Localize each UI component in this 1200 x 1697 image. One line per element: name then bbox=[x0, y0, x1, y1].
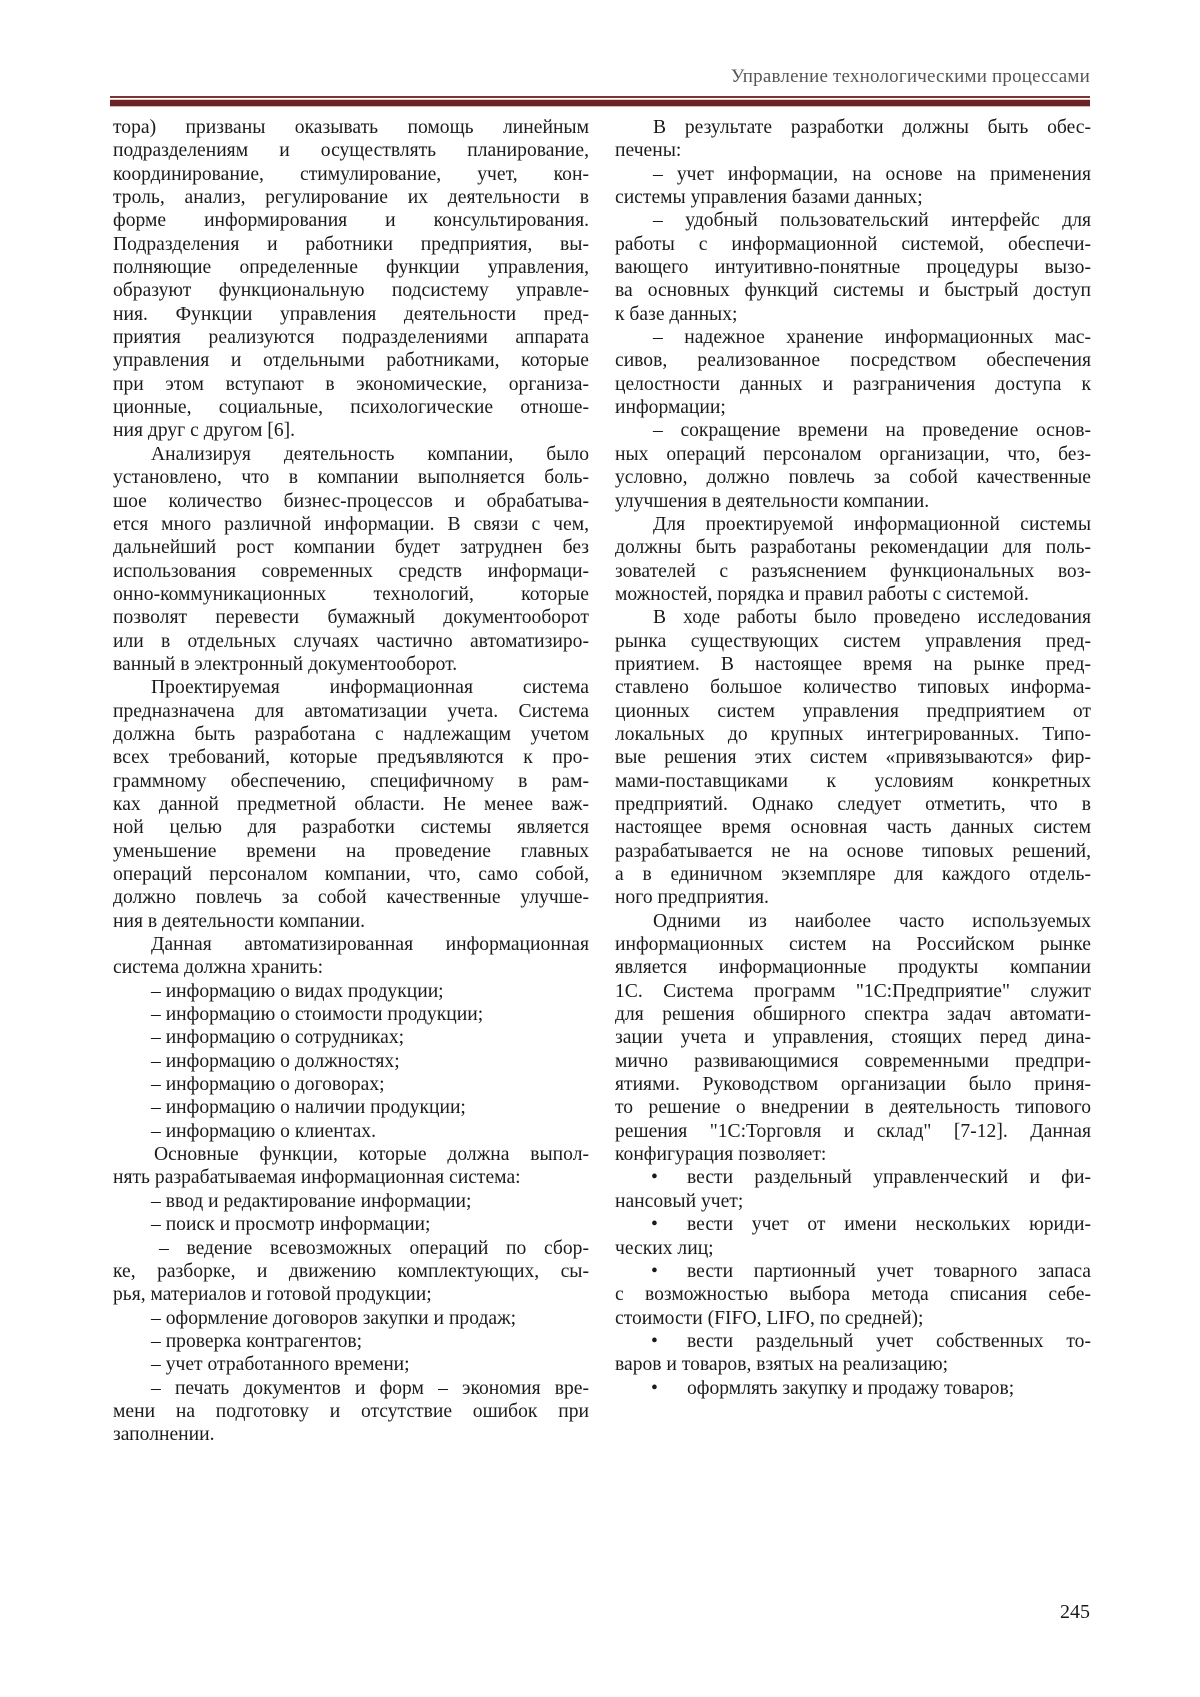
text-line: локальных до крупных интегрированных. Типо- bbox=[615, 723, 1091, 745]
text-line: зации учета и управления, стоящих перед дина- bbox=[615, 1027, 1091, 1049]
text-line: В результате разработки должны быть обес- bbox=[653, 117, 1091, 138]
text-line: подразделениям и осуществлять планирование, bbox=[113, 140, 589, 162]
text-line: приятием. В настоящее время на рынке пред- bbox=[615, 653, 1091, 675]
text-line: использования современных средств информаци- bbox=[113, 560, 589, 582]
list-item-first-line bbox=[615, 1213, 1091, 1236]
bullet-icon: • bbox=[651, 1377, 658, 1399]
text-line: ционных систем управления предприятием от bbox=[615, 700, 1091, 722]
text-line: Проектируемая информационная система bbox=[151, 677, 589, 699]
text-line: форме информирования и консультирования. bbox=[113, 210, 589, 232]
list-item bbox=[615, 1377, 1091, 1400]
text-line: системы управления базами данных; bbox=[615, 187, 923, 209]
text-line: – информацию о должностях; bbox=[151, 1050, 400, 1072]
text-line: – ввод и редактирование информации; bbox=[151, 1190, 472, 1212]
text-line: конфигурация позволяет: bbox=[615, 1144, 827, 1166]
list-item bbox=[615, 1213, 1091, 1260]
text-line: то решение о внедрении в деятельность типового bbox=[615, 1097, 1091, 1119]
list-item-continuation: варов и товаров, взятых на реализацию; bbox=[615, 1354, 949, 1376]
text-line: ных операций персоналом организации, что, без- bbox=[615, 443, 1091, 465]
text-line: – информацию о наличии продукции; bbox=[151, 1097, 466, 1119]
text-line: управления и отдельными работниками, которые bbox=[113, 350, 589, 372]
text-line: троль, анализ, регулирование их деятельности в bbox=[113, 187, 589, 209]
text-line: мами-поставщиками к условиям конкретных bbox=[615, 770, 1091, 792]
text-line: информационных систем на Российском рынке bbox=[615, 934, 1091, 956]
text-line: – информацию о видах продукции; bbox=[151, 980, 444, 1002]
text-line: полняющие определенные функции управления, bbox=[113, 257, 589, 279]
text-line: рынка существующих систем управления пред- bbox=[615, 630, 1091, 652]
header-rule-thick bbox=[110, 100, 1090, 106]
text-line: вые решения этих систем «привязываются» фир- bbox=[615, 747, 1091, 769]
text-line: ной целью для разработки системы является bbox=[113, 817, 589, 839]
text-line: или в отдельных случаях частично автоматизиро- bbox=[113, 630, 589, 652]
text-line: предприятий. Однако следует отметить, что в bbox=[615, 793, 1091, 815]
text-line: решения "1С:Торговля и склад" [7-12]. Данная bbox=[615, 1120, 1091, 1142]
text-line: мично развивающимися современными предпри- bbox=[615, 1050, 1091, 1072]
text-line: улучшения в деятельности компании. bbox=[615, 490, 930, 512]
text-line: ния в деятельности компании. bbox=[113, 910, 365, 932]
list-item-text: вести партионный учет товарного запаса bbox=[687, 1260, 1091, 1282]
text-line: Для проектируемой информационной системы bbox=[653, 513, 1091, 535]
text-line: разрабатывается не на основе типовых решений, bbox=[615, 840, 1091, 862]
bullet-list bbox=[615, 1166, 1091, 1399]
text-line: информации; bbox=[615, 397, 726, 419]
text-line: ния друг с другом [6]. bbox=[113, 420, 296, 442]
text-line: Данная автоматизированная информационная bbox=[151, 934, 589, 956]
list-item-continuation: нансовый учет; bbox=[615, 1190, 744, 1212]
text-line: является информационные продукты компании bbox=[615, 957, 1091, 979]
list-item bbox=[615, 1260, 1091, 1330]
text-line: – проверка контрагентов; bbox=[151, 1330, 363, 1352]
text-line: должно повлечь за собой качественные улучше- bbox=[113, 887, 589, 909]
text-line: для решения обширного спектра задач автомати- bbox=[615, 1004, 1091, 1026]
text-line: рья, материалов и готовой продукции; bbox=[113, 1284, 432, 1306]
text-line: сивов, реализованное посредством обеспечения bbox=[615, 350, 1091, 372]
list-item-text: вести учет от имени нескольких юриди- bbox=[687, 1214, 1091, 1236]
text-line: можностей, порядка и правил работы с системой. bbox=[615, 583, 1029, 605]
text-line: к базе данных; bbox=[615, 303, 738, 325]
text-line: – учет информации, на основе на применения bbox=[653, 163, 1091, 185]
text-line: – поиск и просмотр информации; bbox=[151, 1214, 431, 1236]
bullet-icon: • bbox=[651, 1330, 658, 1352]
text-line: ванный в электронный документооборот. bbox=[113, 653, 458, 675]
list-item-text: вести раздельный управленческий и фи- bbox=[687, 1167, 1091, 1189]
text-line: – оформление договоров закупки и продаж; bbox=[151, 1307, 517, 1329]
text-line: Одними из наиболее часто используемых bbox=[653, 910, 1091, 932]
text-line: должны быть разработаны рекомендации для поль- bbox=[615, 537, 1091, 559]
text-line: – учет отработанного времени; bbox=[151, 1354, 410, 1376]
text-line: работы с информационной системой, обеспечи- bbox=[615, 233, 1091, 255]
text-line: вающего интуитивно-понятные процедуры вызо- bbox=[615, 257, 1091, 279]
text-line: должна быть разработана с надлежащим учетом bbox=[113, 723, 589, 745]
list-item bbox=[615, 1330, 1091, 1377]
page-number: 245 bbox=[1060, 1601, 1090, 1623]
text-line: ется много различной информации. В связи с чем, bbox=[113, 513, 589, 535]
list-item-first-line bbox=[615, 1260, 1091, 1283]
list-item-text: оформлять закупку и продажу товаров; bbox=[687, 1377, 1015, 1399]
header-rule-thin bbox=[110, 96, 1090, 98]
left-column bbox=[113, 116, 589, 1447]
text-line: целостности данных и разграничения доступа к bbox=[615, 373, 1091, 395]
text-line: В ходе работы было проведено исследования bbox=[653, 607, 1091, 629]
text-line: Основные функции, которые должна выпол- bbox=[154, 1144, 589, 1166]
list-item-continuation: с возможностью выбора метода списания себе- bbox=[615, 1284, 1091, 1306]
bullet-icon: • bbox=[651, 1260, 658, 1282]
text-line: – информацию о клиентах. bbox=[151, 1120, 376, 1142]
text-line: – сокращение времени на проведение основ- bbox=[653, 420, 1091, 442]
text-line: образуют функциональную подсистему управле- bbox=[113, 280, 589, 302]
text-line: шое количество бизнес-процессов и обрабатыва- bbox=[113, 490, 589, 512]
text-line: печены: bbox=[615, 140, 682, 162]
text-line: заполнении. bbox=[113, 1424, 215, 1446]
text-line: – информацию о стоимости продукции; bbox=[151, 1004, 484, 1026]
list-item-first-line bbox=[615, 1377, 1091, 1400]
text-line: – информацию о договорах; bbox=[151, 1074, 385, 1096]
text-line: дальнейший рост компании будет затруднен без bbox=[113, 537, 589, 559]
text-line: условно, должно повлечь за собой качественные bbox=[615, 467, 1091, 489]
list-item bbox=[615, 1166, 1091, 1213]
text-line: – информацию о сотрудниках; bbox=[151, 1027, 405, 1049]
text-line: система должна хранить: bbox=[113, 957, 324, 979]
text-line: предназначена для автоматизации учета. Система bbox=[113, 700, 589, 722]
text-line: уменьшение времени на проведение главных bbox=[113, 840, 589, 862]
list-item-first-line bbox=[615, 1166, 1091, 1189]
text-line: настоящее время основная часть данных систем bbox=[615, 817, 1091, 839]
text-line: установлено, что в компании выполняется боль- bbox=[113, 467, 589, 489]
text-line: 1С. Система программ "1С:Предприятие" служит bbox=[615, 980, 1091, 1002]
text-line: ках данной предметной области. Не менее важ- bbox=[113, 793, 589, 815]
text-line: всех требований, которые предъявляются к про- bbox=[113, 747, 589, 769]
text-line: ке, разборке, и движению комплектующих, сы- bbox=[113, 1260, 589, 1282]
text-line: ставлено большое количество типовых информа- bbox=[615, 677, 1091, 699]
text-line: тора) призваны оказывать помощь линейным bbox=[113, 117, 589, 138]
text-line: приятия реализуются подразделениями аппарата bbox=[113, 327, 589, 349]
bullet-icon: • bbox=[651, 1214, 658, 1236]
text-line: операций персоналом компании, что, само собой, bbox=[113, 864, 589, 885]
right-column bbox=[615, 116, 1091, 1400]
text-line: – ведение всевозможных операций по сбор- bbox=[159, 1237, 589, 1259]
text-line: Подразделения и работники предприятия, вы- bbox=[113, 233, 589, 255]
running-title: Управление технологическими процессами bbox=[730, 66, 1090, 87]
list-item-first-line bbox=[615, 1330, 1091, 1353]
text-line: ва основных функций системы и быстрый доступ bbox=[615, 280, 1091, 302]
text-line: – удобный пользовательский интерфейс для bbox=[653, 210, 1091, 232]
text-line: при этом вступают в экономические, организа- bbox=[113, 373, 589, 395]
text-line: мени на подготовку и отсутствие ошибок при bbox=[113, 1400, 589, 1422]
text-line: а в единичном экземпляре для каждого отдель- bbox=[615, 864, 1091, 885]
text-line: ятиями. Руководством организации было приня- bbox=[615, 1074, 1091, 1096]
list-item-continuation: ческих лиц; bbox=[615, 1237, 714, 1259]
text-line: граммному обеспечению, специфичному в рам- bbox=[113, 770, 589, 792]
bullet-icon: • bbox=[651, 1167, 658, 1189]
text-line: зователей с разъяснением функциональных воз- bbox=[615, 560, 1091, 582]
text-line: – печать документов и форм – экономия вре- bbox=[151, 1377, 589, 1399]
text-line: онно-коммуникационных технологий, которые bbox=[113, 583, 589, 605]
text-line: нять разрабатываемая информационная система: bbox=[113, 1167, 521, 1189]
text-line: ного предприятия. bbox=[615, 887, 769, 909]
list-item-continuation: стоимости (FIFO, LIFO, по средней); bbox=[615, 1307, 924, 1329]
text-line: координирование, стимулирование, учет, кон- bbox=[113, 163, 589, 185]
list-item-text: вести раздельный учет собственных то- bbox=[687, 1330, 1091, 1352]
text-line: Анализируя деятельность компании, было bbox=[151, 443, 589, 465]
text-line: ния. Функции управления деятельности пред- bbox=[113, 303, 589, 325]
text-line: – надежное хранение информационных мас- bbox=[653, 327, 1091, 349]
text-line: ционные, социальные, психологические отноше- bbox=[113, 397, 589, 419]
text-line: позволят перевести бумажный документооборот bbox=[113, 607, 589, 629]
